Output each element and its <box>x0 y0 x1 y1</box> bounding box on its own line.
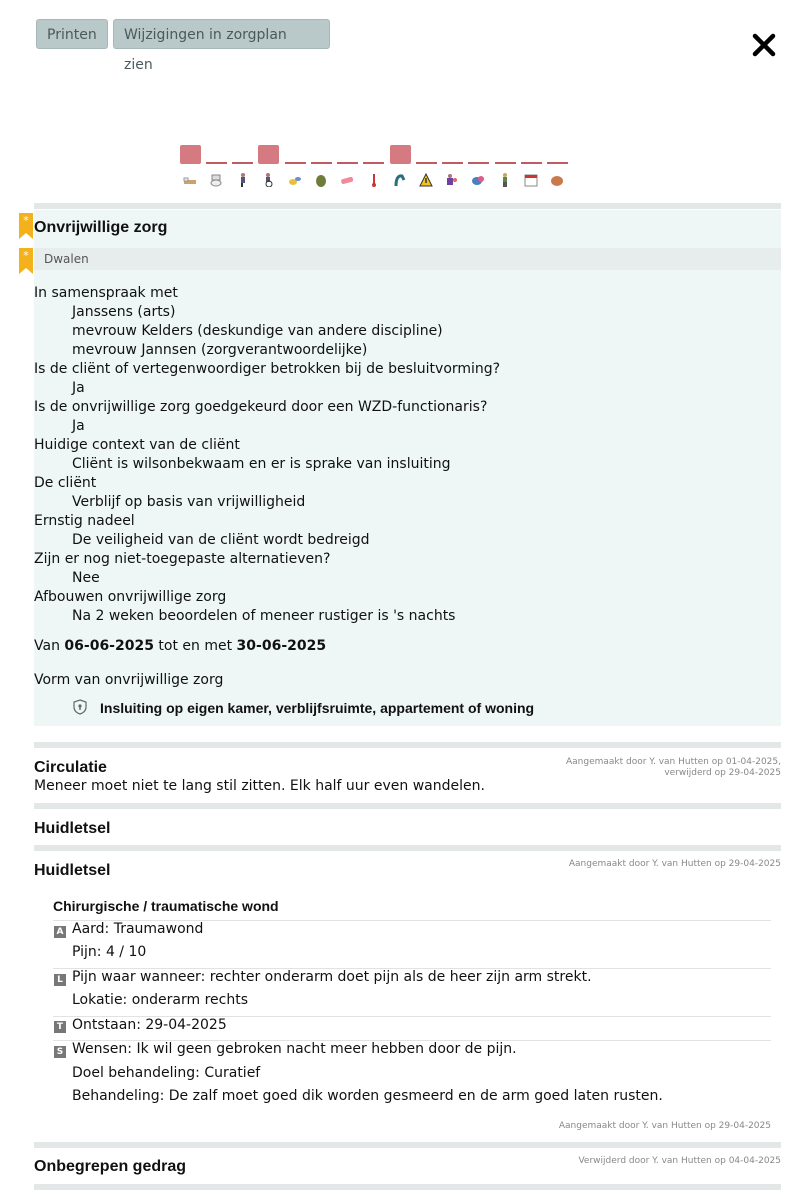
context-line: Na 2 weken beoordelen of meneer rustiger is 's nachts <box>72 608 456 624</box>
category-slot[interactable] <box>547 145 568 164</box>
context-line: In samenspraak met <box>34 285 178 301</box>
section-text: Meneer moet niet te lang stil zitten. Elk half uur even wandelen. <box>34 778 485 794</box>
view-changes-button[interactable]: Wijzigingen in zorgplan zien <box>113 19 330 49</box>
badge-s: S <box>54 1046 66 1058</box>
category-slot-active[interactable] <box>180 145 201 164</box>
period <box>34 637 326 656</box>
print-button[interactable]: Printen <box>36 19 108 49</box>
warning-icon[interactable] <box>419 173 433 187</box>
section-meta <box>566 757 781 779</box>
wound-meta: Aangemaakt door Y. van Hutten op 29-04-2025 <box>558 1121 771 1131</box>
category-slot[interactable] <box>495 145 516 164</box>
oxygen-icon[interactable] <box>393 173 407 187</box>
context-line: mevrouw Kelders (deskundige van andere discipline) <box>72 323 443 339</box>
context-line: Verblijf op basis van vrijwilligheid <box>72 494 306 510</box>
section-title: Huidletsel <box>34 862 111 879</box>
context-line: Is de cliënt of vertegenwoordiger betrokken bij de besluitvorming? <box>34 361 501 377</box>
section-divider <box>34 1142 781 1148</box>
category-slot[interactable] <box>442 145 463 164</box>
subsection-header <box>34 248 781 270</box>
person-icon[interactable] <box>498 173 512 187</box>
section-title: Huidletsel <box>34 820 111 837</box>
section-divider <box>34 203 781 209</box>
bed-icon[interactable] <box>183 173 197 187</box>
wound-line: Aard: Traumawond <box>72 921 204 937</box>
bottle-icon[interactable] <box>314 173 328 187</box>
category-slot[interactable] <box>363 145 384 164</box>
meta-created: Aangemaakt door Y. van Hutten op 01-04-2025, <box>566 757 781 767</box>
context-line: Ja <box>72 418 85 434</box>
category-slot[interactable] <box>521 145 542 164</box>
wound-title: Chirurgische / traumatische wond <box>53 898 279 914</box>
category-slot[interactable] <box>468 145 489 164</box>
category-slot[interactable] <box>206 145 227 164</box>
section-title: Onbegrepen gedrag <box>34 1158 187 1175</box>
wound-line: Doel behandeling: Curatief <box>72 1065 261 1081</box>
wheelchair-icon[interactable] <box>262 173 276 187</box>
pills-icon[interactable] <box>288 173 302 187</box>
badge-a: A <box>54 926 66 938</box>
section-divider <box>34 803 781 809</box>
brain-icon[interactable] <box>471 173 485 187</box>
context-line: De veiligheid van de cliënt wordt bedreigd <box>72 532 370 548</box>
badge-l: L <box>54 974 66 986</box>
category-slot-active[interactable] <box>390 145 411 164</box>
period-from: 06-06-2025 <box>64 638 154 654</box>
food-icon[interactable] <box>550 173 564 187</box>
wound-line: Lokatie: onderarm rechts <box>72 992 249 1008</box>
category-slot[interactable] <box>337 145 358 164</box>
period-to: 30-06-2025 <box>236 638 327 654</box>
context-line: De cliënt <box>34 475 97 491</box>
bookmark-icon: * <box>19 213 33 233</box>
category-slot[interactable] <box>285 145 306 164</box>
bandage-icon[interactable] <box>340 173 354 187</box>
context-line: Ernstig nadeel <box>34 513 135 529</box>
caregiver-icon[interactable] <box>445 173 459 187</box>
walking-icon[interactable] <box>236 173 250 187</box>
context-line: Cliënt is wilsonbekwaam en er is sprake van insluiting <box>72 456 451 472</box>
period-mid: tot en met <box>158 638 233 654</box>
wound-line: Behandeling: De zalf moet goed dik worden gesmeerd en de arm goed laten rusten. <box>72 1088 663 1104</box>
category-slot[interactable] <box>416 145 437 164</box>
badge-t: T <box>54 1021 66 1033</box>
section-title: Onvrijwillige zorg <box>34 219 168 236</box>
period-prefix: Van <box>34 638 60 654</box>
context-line: Ja <box>72 380 85 396</box>
context-line: Is de onvrijwillige zorg goedgekeurd door een WZD-functionaris? <box>34 399 488 415</box>
category-slot[interactable] <box>232 145 253 164</box>
wound-line: Pijn waar wanneer: rechter onderarm doet pijn als de heer zijn arm strekt. <box>72 969 592 985</box>
section-meta: Aangemaakt door Y. van Hutten op 29-04-2025 <box>568 859 781 869</box>
section-meta: Verwijderd door Y. van Hutten op 04-04-2025 <box>578 1156 781 1166</box>
form-label: Vorm van onvrijwillige zorg <box>34 672 224 688</box>
context-line: mevrouw Jannsen (zorgverantwoordelijke) <box>72 342 368 358</box>
section-title: Circulatie <box>34 759 107 776</box>
form-value: Insluiting op eigen kamer, verblijfsruimte, appartement of woning <box>100 700 535 716</box>
context-line: Zijn er nog niet-toegepaste alternatieven? <box>34 551 331 567</box>
section-divider <box>34 1184 781 1190</box>
context-list <box>34 284 500 626</box>
subsection-label: Dwalen <box>44 252 89 266</box>
category-slot[interactable] <box>311 145 332 164</box>
section-divider <box>34 742 781 748</box>
calendar-icon[interactable] <box>524 173 538 187</box>
context-line: Janssens (arts) <box>72 304 176 320</box>
context-line: Afbouwen onvrijwillige zorg <box>34 589 227 605</box>
bookmark-icon: * <box>19 248 33 268</box>
wound-line: Ontstaan: 29-04-2025 <box>72 1017 227 1033</box>
context-line: Huidige context van de cliënt <box>34 437 240 453</box>
close-icon[interactable] <box>751 32 777 58</box>
wound-line: Wensen: Ik wil geen gebroken nacht meer hebben door de pijn. <box>72 1041 517 1057</box>
context-line: Nee <box>72 570 100 586</box>
section-divider <box>34 845 781 851</box>
toilet-icon[interactable] <box>209 173 223 187</box>
thermometer-icon[interactable] <box>367 173 381 187</box>
shield-icon <box>73 699 87 715</box>
meta-deleted: verwijderd op 29-04-2025 <box>664 768 781 778</box>
wound-line: Pijn: 4 / 10 <box>72 944 147 960</box>
category-slot-active[interactable] <box>258 145 279 164</box>
